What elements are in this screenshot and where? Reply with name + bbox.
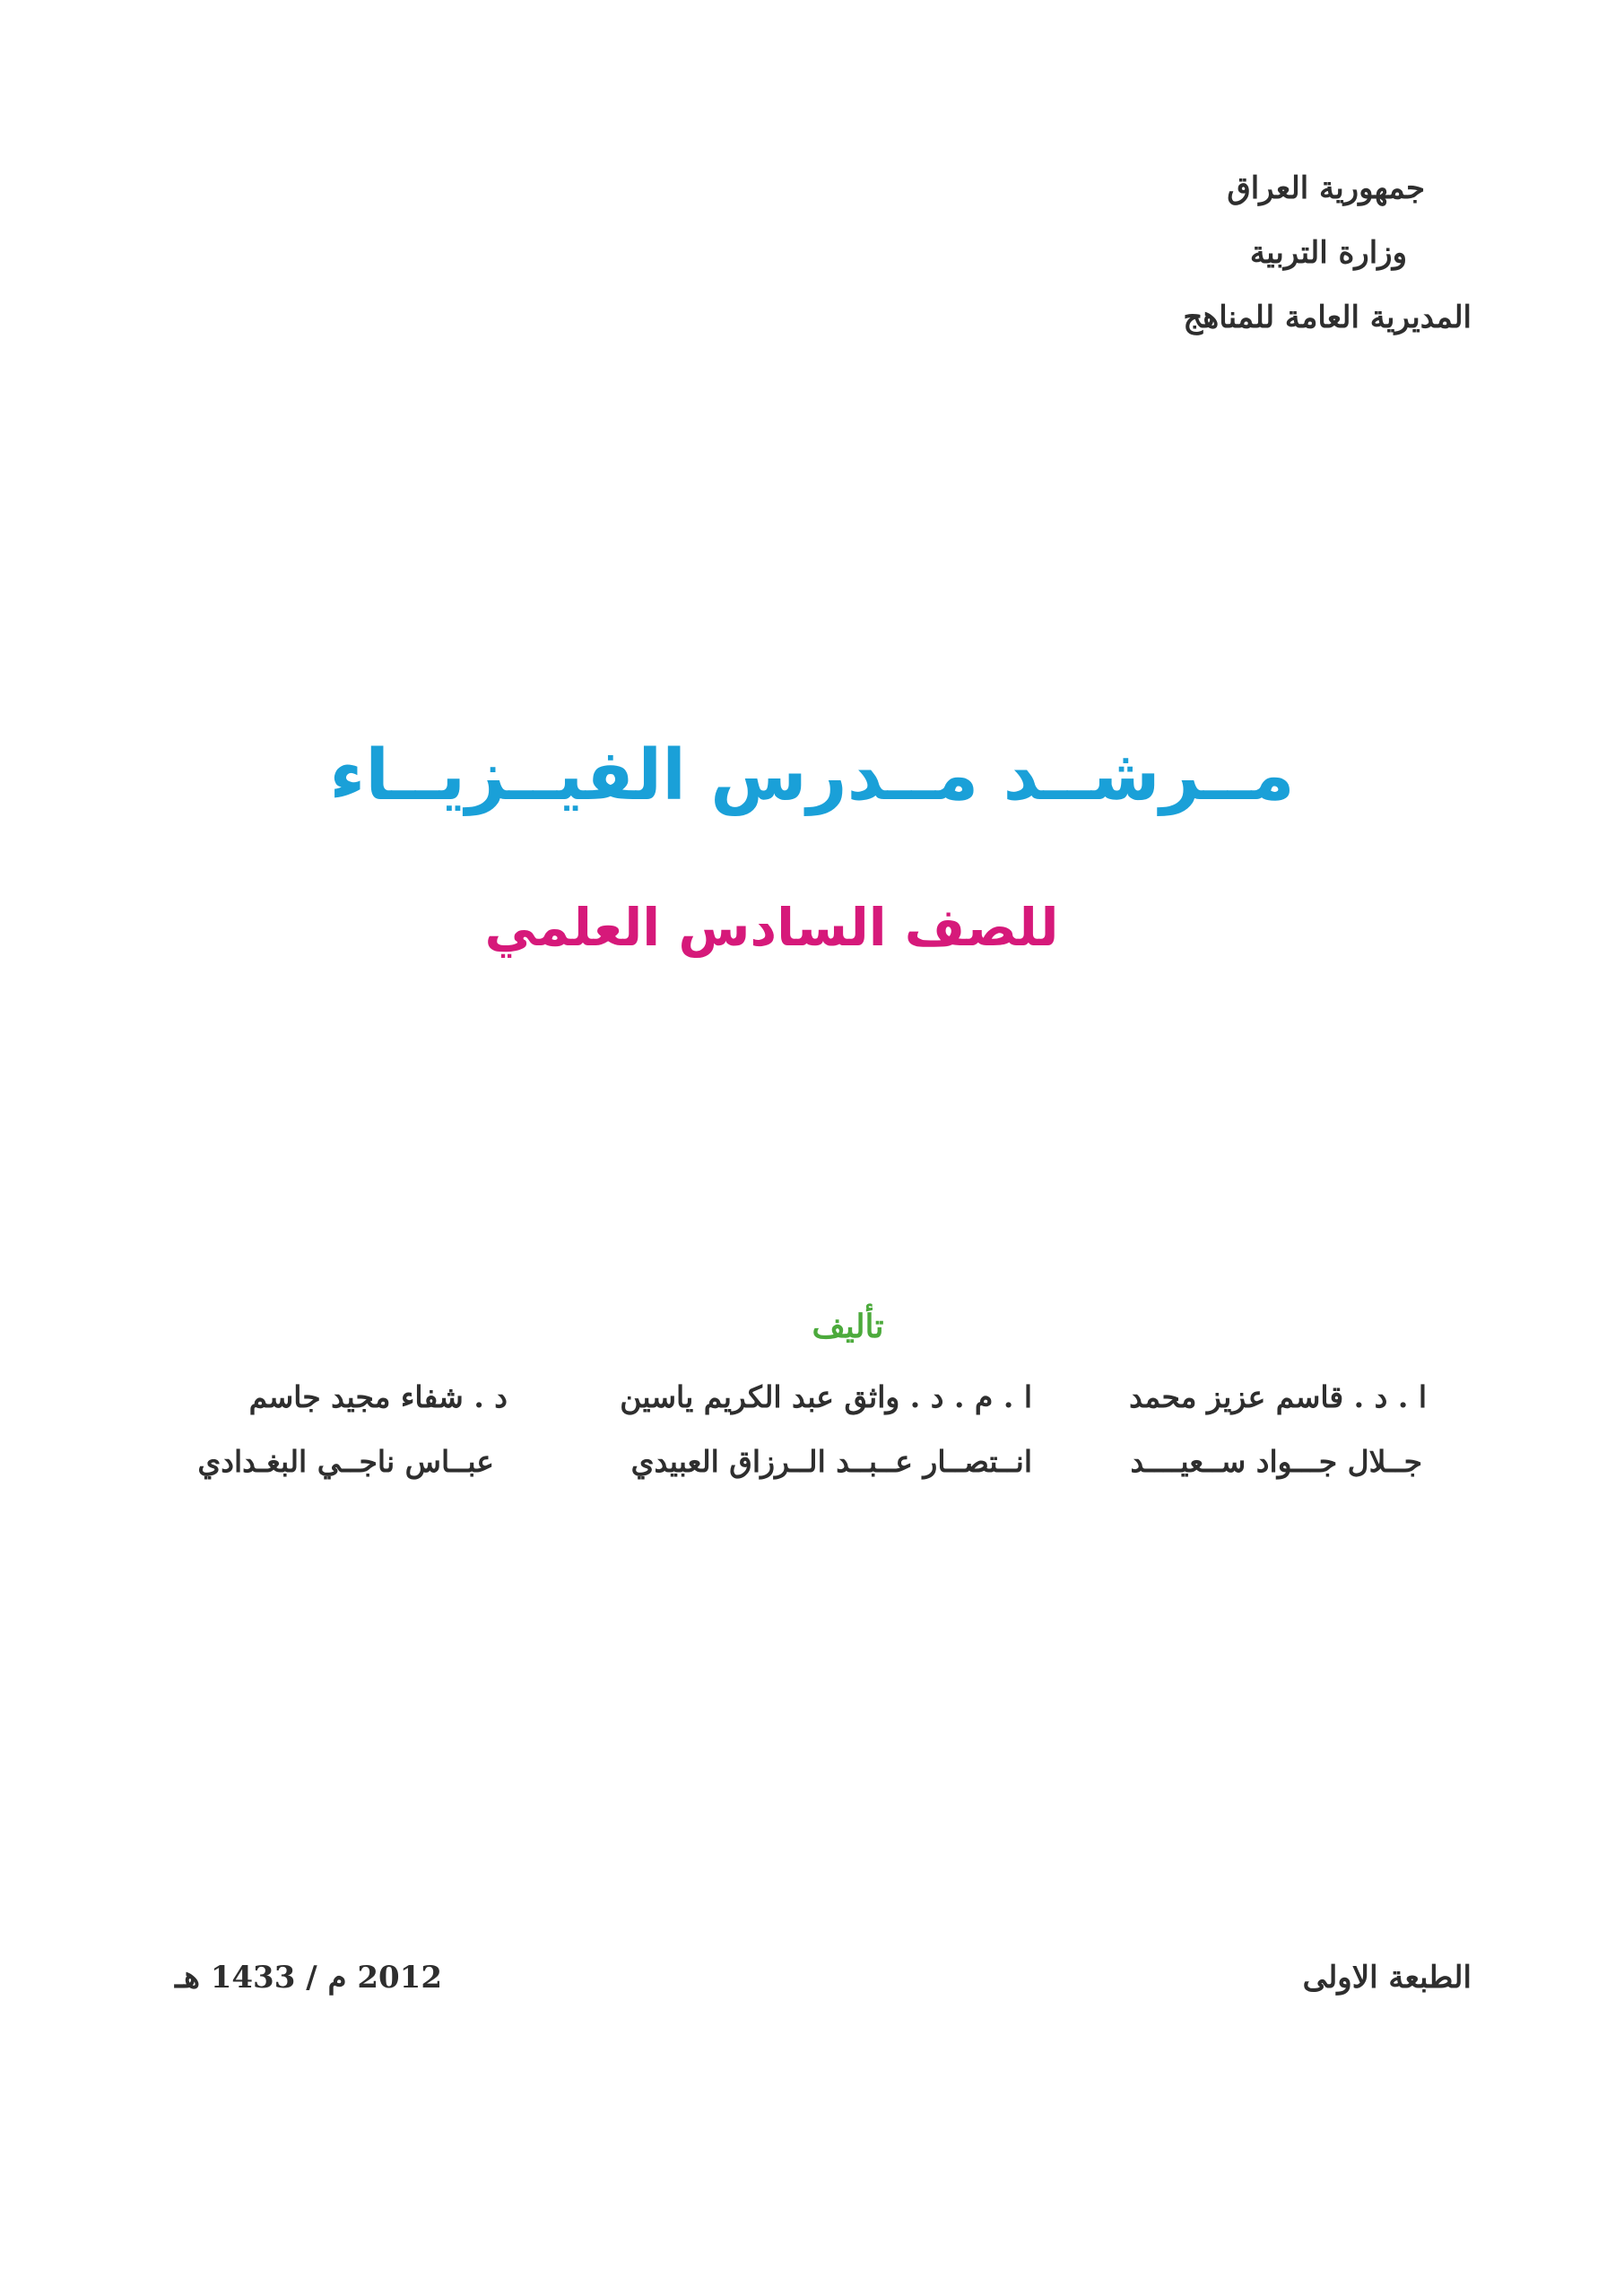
publication-date: 2012 م / 1433 هـ: [175, 1960, 442, 1996]
header-ministry: وزارة التربية: [1249, 235, 1407, 271]
header-directorate: المديرية العامة للمناهج: [1183, 300, 1472, 335]
author-name: انــتصــار عــبــد الــرزاق العبيدي: [630, 1444, 1032, 1479]
author-name: جــلال جـــواد ســعيــــد: [1130, 1444, 1422, 1479]
author-name: ا . د . قاسم عزيز محمد: [1129, 1379, 1427, 1414]
edition-label: الطبعة الاولى: [1302, 1960, 1472, 1996]
authorship-label: تأليف: [812, 1308, 884, 1345]
header-republic: جمهورية العراق: [1227, 170, 1425, 206]
author-name: د . شفاء مجيد جاسم: [248, 1379, 508, 1414]
author-name: عبــاس ناجــي البغـدادي: [197, 1444, 494, 1479]
book-subtitle: للصف السادس العلمي: [484, 897, 1059, 958]
author-name: ا . م . د . واثق عبد الكريم ياسين: [620, 1379, 1032, 1414]
book-title: مــرشــد مــدرس الفيــزيــاء: [329, 735, 1295, 816]
